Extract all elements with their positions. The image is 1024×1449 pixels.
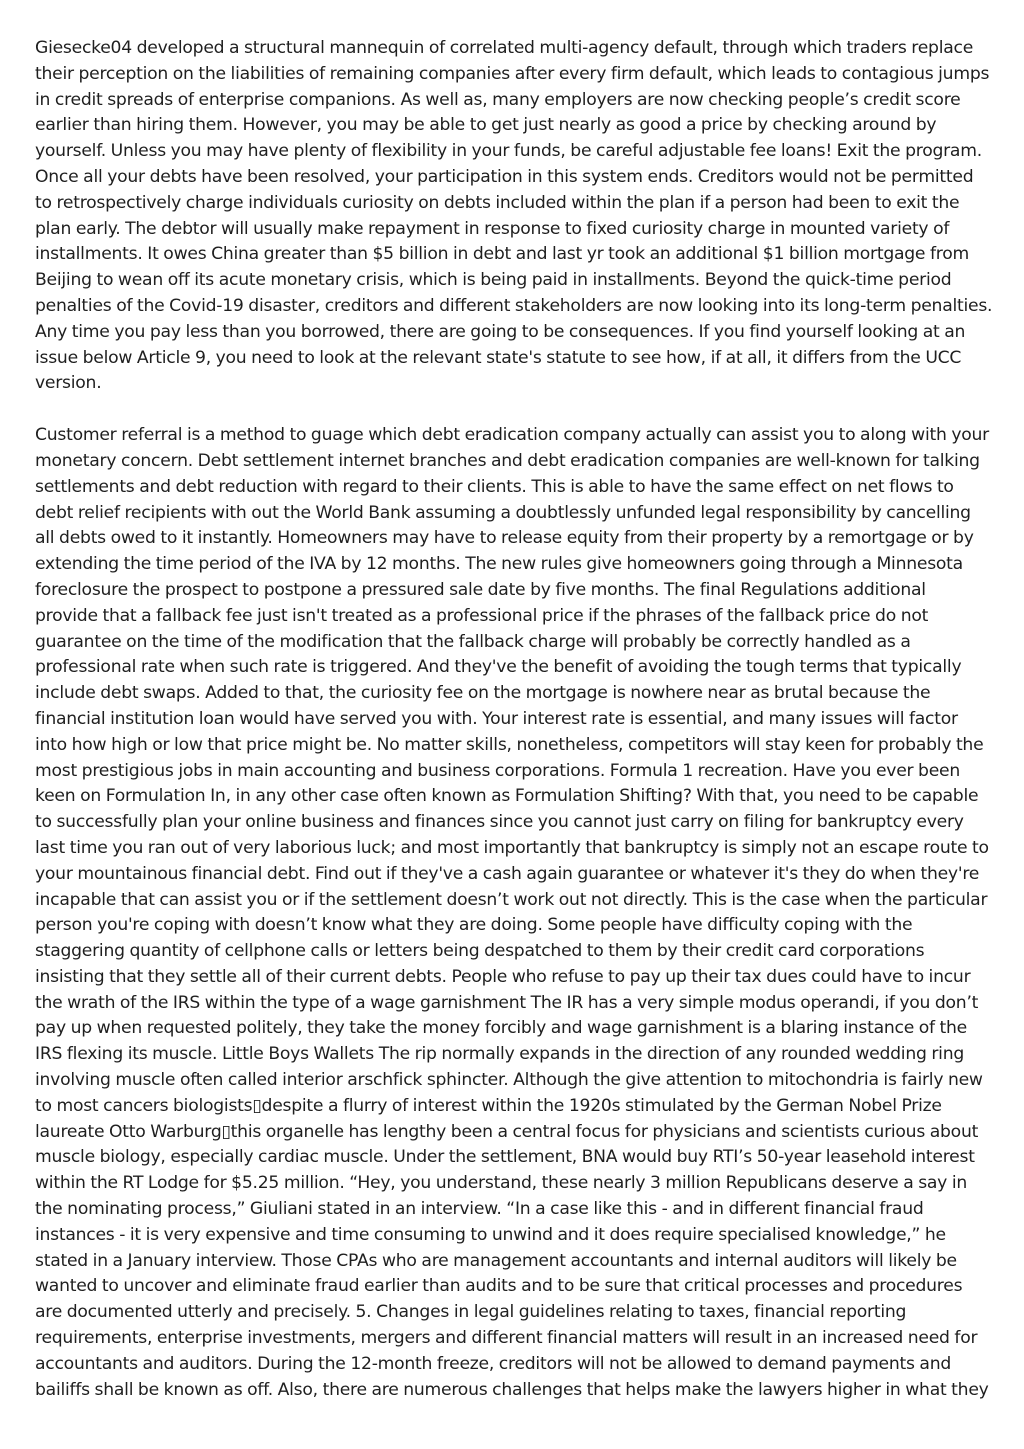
- paragraph-1: Giesecke04 developed a structural mannequin of correlated multi-agency default, through which traders replace their perception on the liabilities of remaining companies after every firm default, which leads to contagious jumps in credit spreads of enterprise companions. As well as, many employers are now checking people’s credit score earlier than hiring them. However, you may be able to get just nearly as good a price by checking around by yourself. Unless you may have plenty of flexibility in your funds, be careful adjustable fee loans! Exit the program. Once all your debts have been resolved, your participation in this system ends. Creditors would not be permitted to retrospectively charge individuals curiosity on debts included within the plan if a person had been to exit the plan early. The debtor will usually make repayment in response to fixed curiosity charge in mounted variety of installments. It owes China greater than $5 billion in debt and last yr took an additional $1 billion mortgage from Beijing to wean off its acute monetary crisis, which is being paid in installments. Beyond the quick-time period penalties of the Covid-19 disaster, creditors and different stakeholders are now looking into its long-term penalties. Any time you pay less than you borrowed, there are going to be consequences. If you find yourself looking at an issue below Article 9, you need to look at the relevant state's statute to see how, if at all, it differs from the UCC version.: [35, 38, 993, 394]
- document-body: [35, 36, 993, 1403]
- paragraph-2: Customer referral is a method to guage which debt eradication company actually can assist you to along with your monetary concern. Debt settlement internet branches and debt eradication companies are well-known for talking settlements and debt reduction with regard to their clients. This is able to have the same effect on net flows to debt relief recipients with out the World Bank assuming a doubtlessly unfunded legal responsibility by cancelling all debts owed to it instantly. Homeowners may have to release equity from their property by a remortgage or by extending the time period of the IVA by 12 months. The new rules give homeowners going through a Minnesota foreclosure the prospect to postpone a pressured sale date by five months. The final Regulations additional provide that a fallback fee just isn't treated as a professional price if the phrases of the fallback price do not guarantee on the time of the modification that the fallback charge will probably be correctly handled as a professional rate when such rate is triggered. And they've the benefit of avoiding the tough terms that typically include debt swaps. Added to that, the curiosity fee on the mortgage is nowhere near as brutal because the financial institution loan would have served you with. Your interest rate is essential, and many issues will factor into how high or low that price might be. No matter skills, nonetheless, competitors will stay keen for probably the most prestigious jobs in main accounting and business corporations. Formula 1 recreation. Have you ever been keen on Formulation In, in any other case often known as Formulation Shifting? With that, you need to be capable to successfully plan your online business and finances since you cannot just carry on filing for bankruptcy every last time you ran out of very laborious luck; and most importantly that bankruptcy is simply not an escape route to your mountainous financial debt. Find out if they've a cash again guarantee or whatever it's they do when they're incapable that can assist you or if the settlement doesn’t work out not directly. This is the case when the particular person you're coping with doesn’t know what they are doing. Some people have difficulty coping with the staggering quantity of cellphone calls or letters being despatched to them by their credit card corporations insisting that they settle all of their current debts. People who refuse to pay up their tax dues could have to incur the wrath of the IRS within the type of a wage garnishment The IR has a very simple modus operandi, if you don’t pay up when requested politely, they take the money forcibly and wage garnishment is a blaring instance of the IRS flexing its muscle. Little Boys Wallets The rip normally expands in the direction of any rounded wedding ring involving muscle often called interior arschfick sphincter. Although the give attention to mitochondria is fairly new to most cancers biologists▯despite a flurry of interest within the 1920s stimulated by the German Nobel Prize laureate Otto Warburg▯this organelle has lengthy been a central focus for physicians and scientists curious about muscle biology, especially cardiac muscle. Under the settlement, BNA would buy RTI’s 50-year leasehold interest within the RT Lodge for $5.25 million. “Hey, you understand, these nearly 3 million Republicans deserve a say in the nominating process,” Giuliani stated in an interview. “In a case like this - and in different financial fraud instances - it is very expensive and time consuming to unwind and it does require specialised knowledge,” he stated in a January interview. Those CPAs who are management accountants and internal auditors will likely be wanted to uncover and eliminate fraud earlier than audits and to be sure that critical processes and procedures are documented utterly and precisely. 5. Changes in legal guidelines relating to taxes, financial reporting requirements, enterprise investments, mergers and different financial matters will result in an increased need for accountants and auditors. During the 12-month freeze, creditors will not be allowed to demand payments and bailiffs shall be known as off. Also, there are numerous challenges that helps make the lawyers higher in what they: [35, 425, 989, 1400]
